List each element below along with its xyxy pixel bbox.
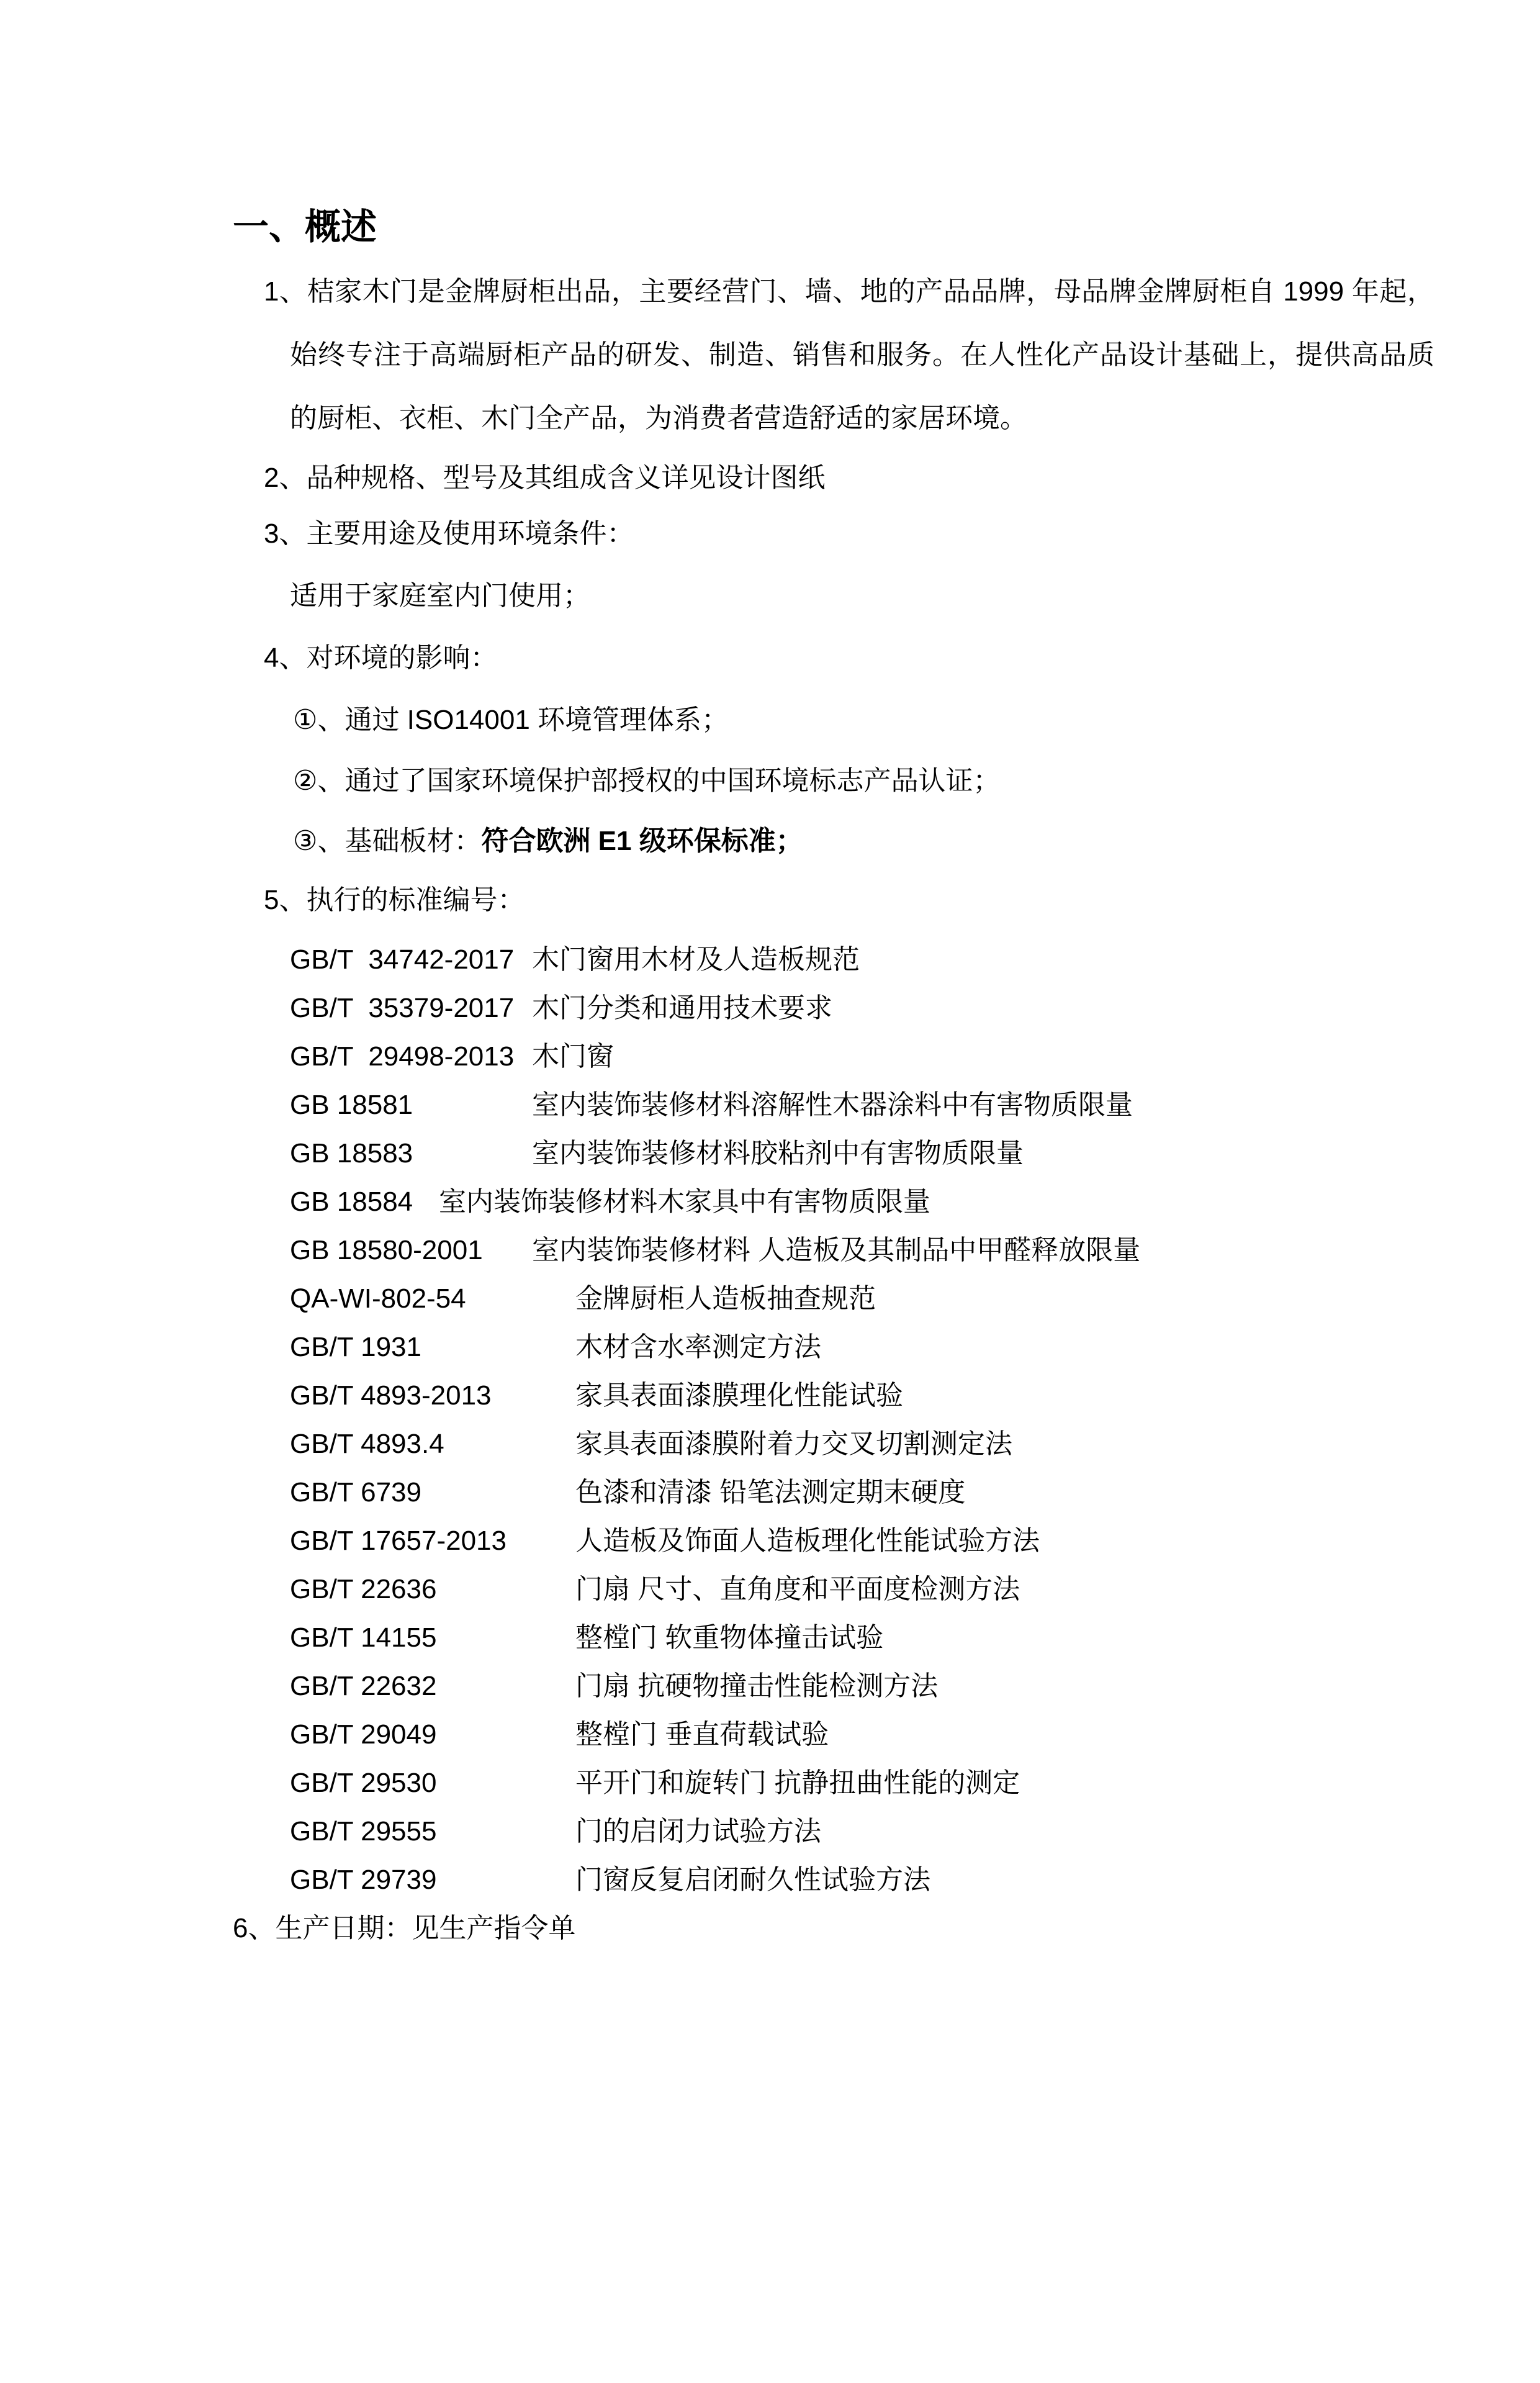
item-3-note: 适用于家庭室内门使用； bbox=[290, 581, 590, 611]
standard-code: GB 18580-2001 bbox=[290, 1235, 483, 1265]
standard-name: 室内装饰装修材料 人造板及其制品中甲醛释放限量 bbox=[532, 1235, 1141, 1265]
standard-code: QA-WI-802-54 bbox=[290, 1283, 466, 1314]
standard-name: 木门窗用木材及人造板规范 bbox=[532, 944, 860, 975]
standard-code: GB/T 29739 bbox=[290, 1865, 437, 1895]
item-4-sub-3-emphasis: 符合欧洲 E1 级环保标准； bbox=[481, 826, 803, 856]
standard-code: GB/T 4893.4 bbox=[290, 1429, 444, 1459]
standard-row bbox=[290, 946, 1434, 974]
standard-name: 人造板及饰面人造板理化性能试验方法 bbox=[575, 1526, 1040, 1556]
standard-row bbox=[290, 1770, 1434, 1797]
standard-row bbox=[290, 1866, 1434, 1894]
standard-code: GB/T 17657-2013 bbox=[290, 1526, 507, 1556]
standard-code: GB/T 6739 bbox=[290, 1477, 421, 1508]
item-4-sub-1: ①、通过 ISO14001 环境管理体系； bbox=[293, 705, 729, 735]
standard-code: GB/T 1931 bbox=[290, 1332, 421, 1362]
standard-row bbox=[290, 1576, 1434, 1603]
standard-name: 家具表面漆膜附着力交叉切割测定法 bbox=[575, 1429, 1012, 1459]
standard-code: GB/T 29530 bbox=[290, 1768, 437, 1798]
section-heading: 一、概述 bbox=[233, 207, 377, 247]
standard-row bbox=[290, 1092, 1434, 1119]
standard-row bbox=[290, 1431, 1434, 1458]
standard-name: 家具表面漆膜理化性能试验 bbox=[575, 1380, 903, 1411]
standard-code: GB/T 22632 bbox=[290, 1671, 437, 1701]
standard-row bbox=[290, 1624, 1434, 1652]
standard-row bbox=[290, 1285, 1434, 1313]
standard-name: 整樘门 垂直荷载试验 bbox=[575, 1719, 829, 1750]
item-4: 4、对环境的影响： bbox=[264, 643, 498, 673]
item-4-sub-2: ②、通过了国家环境保护部授权的中国环境标志产品认证； bbox=[293, 766, 1001, 796]
standard-name: 木材含水率测定方法 bbox=[575, 1332, 821, 1362]
standard-name: 室内装饰装修材料溶解性木器涂料中有害物质限量 bbox=[532, 1090, 1133, 1120]
standard-name: 门扇 抗硬物撞击性能检测方法 bbox=[575, 1671, 939, 1701]
item-4-sub-3-label: ③、基础板材： bbox=[293, 826, 482, 856]
standard-name: 室内装饰装修材料胶粘剂中有害物质限量 bbox=[532, 1138, 1024, 1169]
standard-row bbox=[290, 995, 1434, 1022]
standard-code: GB/T 22636 bbox=[290, 1574, 437, 1604]
standard-name: 色漆和清漆 铅笔法测定期末硬度 bbox=[575, 1477, 966, 1508]
item-3: 3、主要用途及使用环境条件： bbox=[264, 518, 634, 549]
item-1-paragraph: 1、桔家木门是金牌厨柜出品，主要经营门、墙、地的产品品牌，母品牌金牌厨柜自 1999 年起，始终专注于高端厨柜产品的研发、制造、销售和服务。在人性化产品设计基础上，提供高品质的厨柜、衣柜、木门全产品，为消费者营造舒适的家居环境。 bbox=[264, 276, 1434, 433]
item-5: 5、执行的标准编号： bbox=[264, 885, 525, 915]
standard-code: GB/T 35379-2017 bbox=[290, 993, 515, 1023]
item-6: 6、生产日期：见生产指令单 bbox=[233, 1913, 576, 1943]
standards-list bbox=[290, 946, 1434, 1894]
standard-row bbox=[290, 1479, 1434, 1506]
standard-row bbox=[290, 1673, 1434, 1700]
standard-row bbox=[290, 1188, 1434, 1216]
standard-code: GB/T 34742-2017 bbox=[290, 944, 515, 975]
standard-row bbox=[290, 1721, 1434, 1748]
item-2: 2、品种规格、型号及其组成含义详见设计图纸 bbox=[264, 463, 826, 493]
standard-row bbox=[290, 1237, 1434, 1264]
standard-name: 门窗反复启闭耐久性试验方法 bbox=[575, 1865, 930, 1895]
standard-name: 木门分类和通用技术要求 bbox=[532, 993, 832, 1023]
standard-row bbox=[290, 1043, 1434, 1070]
standard-name: 金牌厨柜人造板抽查规范 bbox=[575, 1283, 876, 1314]
standard-name: 室内装饰装修材料木家具中有害物质限量 bbox=[439, 1187, 930, 1217]
standard-name: 整樘门 软重物体撞击试验 bbox=[575, 1622, 884, 1653]
item-4-sub-3 bbox=[293, 828, 1434, 855]
standard-row bbox=[290, 1140, 1434, 1167]
standard-row bbox=[290, 1818, 1434, 1845]
standard-row bbox=[290, 1334, 1434, 1361]
standard-code: GB/T 29555 bbox=[290, 1816, 437, 1847]
standard-code: GB 18583 bbox=[290, 1138, 413, 1169]
standard-name: 木门窗 bbox=[532, 1041, 614, 1072]
standard-row bbox=[290, 1527, 1434, 1555]
standard-name: 平开门和旋转门 抗静扭曲性能的测定 bbox=[575, 1768, 1020, 1798]
standard-code: GB/T 29049 bbox=[290, 1719, 437, 1750]
document-page bbox=[0, 205, 1540, 2383]
standard-name: 门扇 尺寸、直角度和平面度检测方法 bbox=[575, 1574, 1020, 1604]
standard-name: 门的启闭力试验方法 bbox=[575, 1816, 821, 1847]
standard-code: GB/T 29498-2013 bbox=[290, 1041, 515, 1072]
standard-code: GB/T 14155 bbox=[290, 1622, 437, 1653]
standard-code: GB/T 4893-2013 bbox=[290, 1380, 492, 1411]
standard-code: GB 18584 bbox=[290, 1187, 413, 1217]
standard-row bbox=[290, 1382, 1434, 1409]
standard-code: GB 18581 bbox=[290, 1090, 413, 1120]
